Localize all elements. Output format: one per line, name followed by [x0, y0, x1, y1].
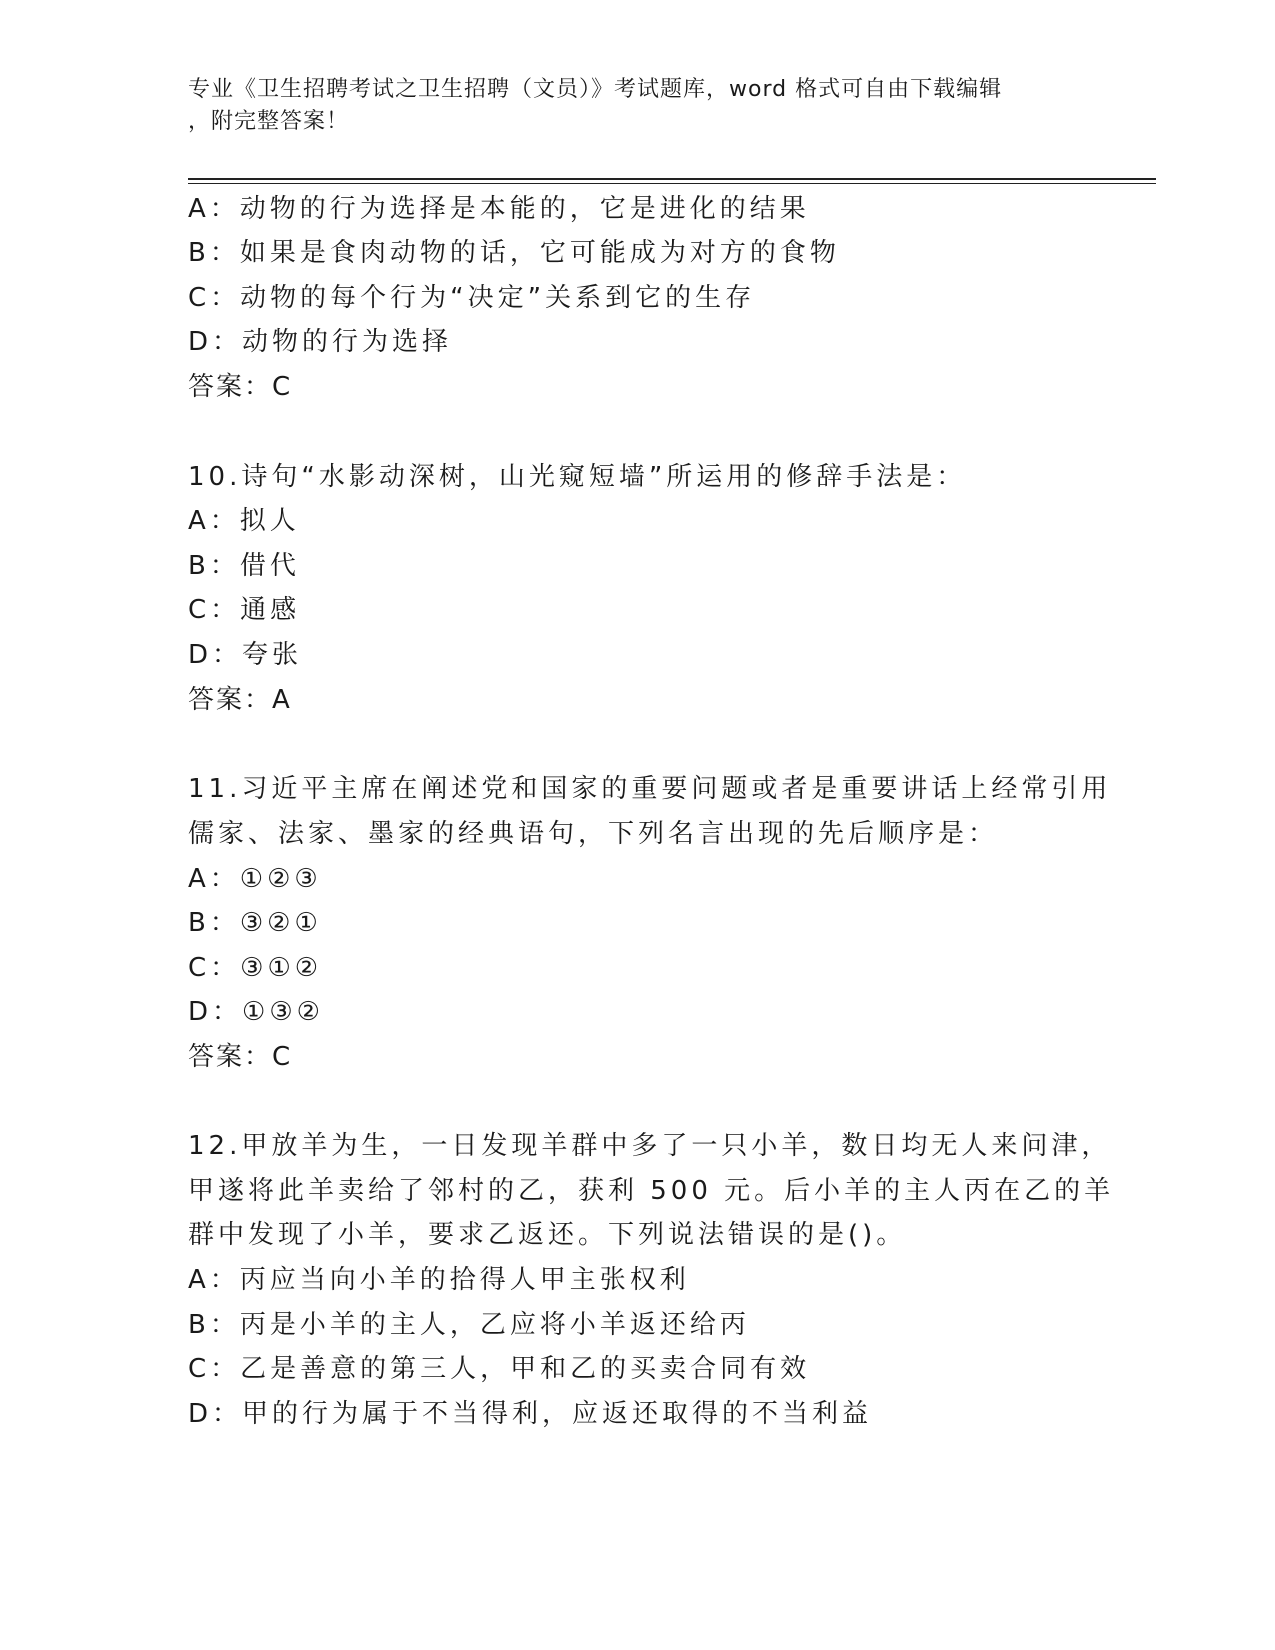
q12-option-b: B：丙是小羊的主人，乙应将小羊返还给丙: [188, 1310, 750, 1340]
q10-answer: 答案：A: [188, 685, 292, 715]
q10-option-a: A：拟人: [188, 506, 300, 536]
q12-option-d: D：甲的行为属于不当得利，应返还取得的不当利益: [188, 1399, 873, 1429]
q12-option-c: C：乙是善意的第三人，甲和乙的买卖合同有效: [188, 1354, 811, 1384]
q12-question-line-1: 12.甲放羊为生，一日发现羊群中多了一只小羊，数日均无人来问津，: [188, 1131, 1112, 1161]
q11-question-line-1: 11.习近平主席在阐述党和国家的重要问题或者是重要讲话上经常引用: [188, 774, 1112, 804]
header-divider-thick: [188, 178, 1156, 180]
q12-question-line-3: 群中发现了小羊，要求乙返还。下列说法错误的是()。: [188, 1220, 907, 1250]
q10-option-c: C：通感: [188, 595, 301, 625]
q10-question: 10.诗句“水影动深树，山光窥短墙”所运用的修辞手法是：: [188, 462, 967, 492]
q9-option-b: B：如果是食肉动物的话，它可能成为对方的食物: [188, 238, 840, 268]
q9-option-d: D：动物的行为选择: [188, 327, 453, 357]
q11-option-b: B：③②①: [188, 908, 322, 938]
q10-option-b: B：借代: [188, 551, 300, 581]
header-line-1: 专业《卫生招聘考试之卫生招聘（文员）》考试题库，word 格式可自由下载编辑: [188, 77, 1003, 102]
q10-option-d: D：夸张: [188, 640, 303, 670]
header-line-2: ，附完整答案！: [188, 109, 350, 134]
q9-answer: 答案：C: [188, 372, 293, 402]
header-divider-thin: [188, 183, 1156, 184]
q9-option-a: A：动物的行为选择是本能的，它是进化的结果: [188, 194, 810, 224]
q12-question-line-2: 甲遂将此羊卖给了邻村的乙，获利 500 元。后小羊的主人丙在乙的羊: [188, 1176, 1115, 1206]
q12-option-a: A：丙应当向小羊的拾得人甲主张权利: [188, 1265, 690, 1295]
q11-answer: 答案：C: [188, 1042, 293, 1072]
q11-question-line-2: 儒家、法家、墨家的经典语句，下列名言出现的先后顺序是：: [188, 819, 999, 849]
q11-option-d: D：①③②: [188, 997, 324, 1027]
document-header: [188, 74, 1088, 138]
q11-option-a: A：①②③: [188, 864, 322, 894]
q9-option-c: C：动物的每个行为“决定”关系到它的生存: [188, 283, 756, 313]
q11-option-c: C：③①②: [188, 953, 323, 983]
